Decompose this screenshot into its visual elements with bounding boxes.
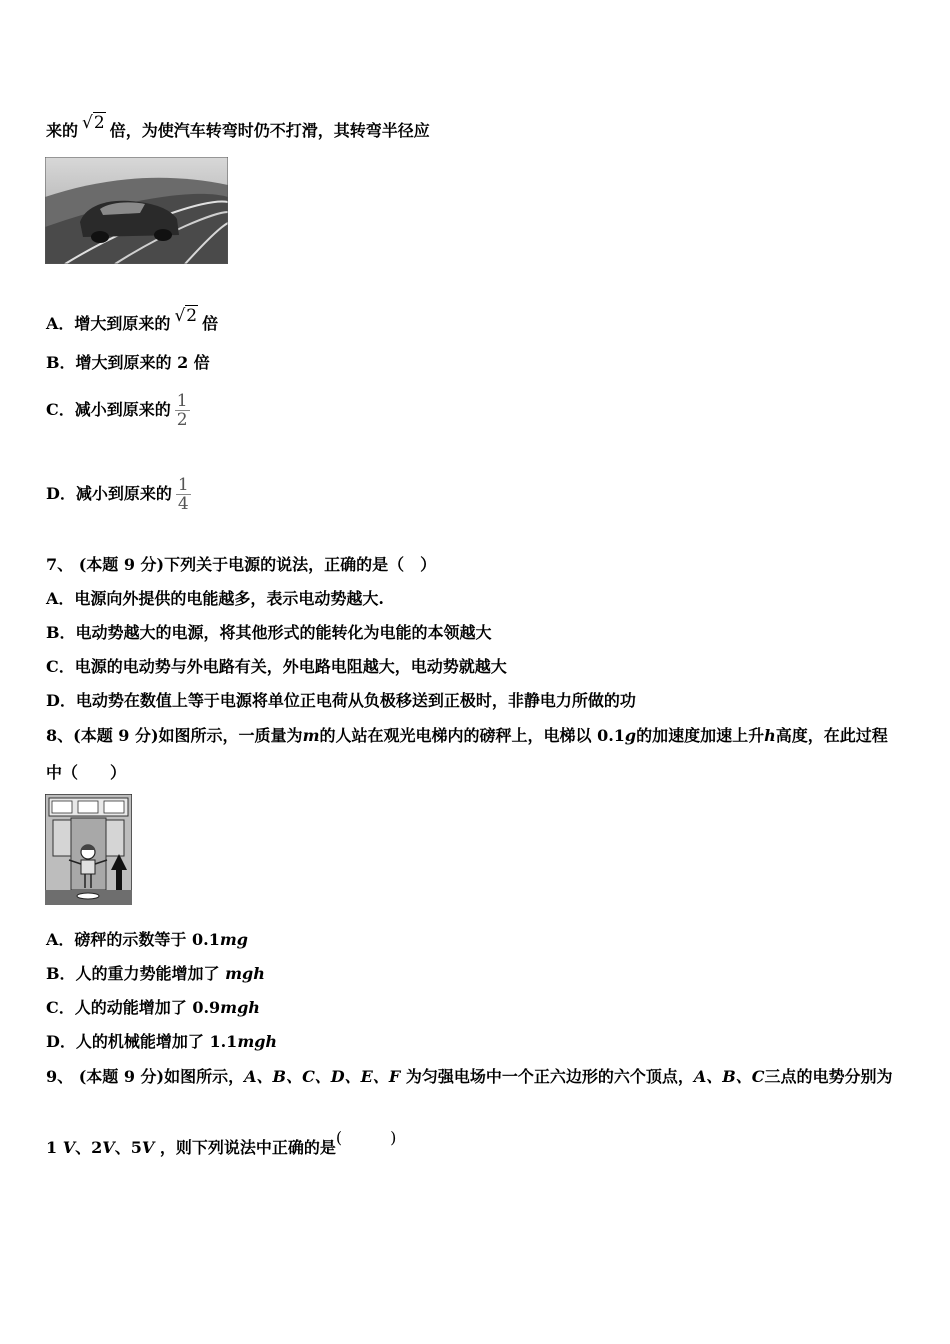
car-turning-image [45, 157, 228, 264]
q7-stem: 7、 (本题 9 分)下列关于电源的说法，正确的是（ ） [46, 555, 437, 574]
q8-option-c: C．人的动能增加了 0.9mgh [46, 998, 260, 1017]
option-tail: 倍 [202, 314, 219, 333]
intro-prefix: 来的 [46, 121, 79, 140]
q7-option-b: B．电动势越大的电源，将其他形式的能转化为电能的本领越大 [46, 623, 492, 642]
option-letter: D． [46, 484, 76, 503]
fraction: $\frac{1}{4}$ [177, 475, 189, 514]
option-text: 增大到原来的 2 倍 [75, 353, 210, 372]
q6-option-b [46, 353, 210, 373]
option-text: 减小到原来的 [75, 484, 172, 503]
sqrt-expression: √2 [82, 113, 105, 133]
q6-option-d [46, 474, 191, 514]
q6-option-a [46, 306, 218, 334]
option-text: 增大到原来的 [74, 314, 171, 333]
option-letter: A． [46, 314, 75, 333]
q7-option-c: C．电源的电动势与外电路有关，外电路电阻越大，电动势就越大 [46, 657, 507, 676]
q8-option-d: D．人的机械能增加了 1.1mgh [46, 1032, 278, 1051]
intro-line [46, 113, 430, 141]
intro-suffix: 倍，为使汽车转弯时仍不打滑，其转弯半径应 [109, 121, 430, 140]
q8-option-a: A．磅秤的示数等于 0.1mg [46, 930, 248, 949]
option-text: 减小到原来的 [74, 400, 171, 419]
elevator-image [45, 794, 132, 905]
q6-option-c [46, 390, 190, 430]
q9-stem-line2: 1 V、2V、5V ，则下列说法中正确的是( ) [46, 1128, 397, 1157]
q8-stem: 8、(本题 9 分)如图所示，一质量为m的人站在观光电梯内的磅秤上，电梯以 0.1g的加速度加速上升h高度，在此过程 [46, 726, 888, 745]
q7-option-a: A．电源向外提供的电能越多，表示电动势越大. [46, 589, 384, 608]
answer-paren: ( ) [335, 1128, 397, 1147]
q9-stem: 9、 (本题 9 分)如图所示，A、B、C、D、E、F 为匀强电场中一个正六边形的六个顶点，A、B、C三点的电势分别为 [46, 1067, 893, 1086]
fraction: $\frac{1}{2}$ [176, 391, 188, 430]
q7-option-d: D．电动势在数值上等于电源将单位正电荷从负极移送到正极时，非静电力所做的功 [46, 691, 636, 710]
q8-option-b: B．人的重力势能增加了 mgh [46, 964, 265, 983]
option-letter: C． [46, 400, 75, 419]
q8-stem-line2: 中（ ） [46, 763, 127, 782]
option-letter: B． [46, 353, 76, 372]
sqrt-expression: √2 [174, 306, 198, 326]
